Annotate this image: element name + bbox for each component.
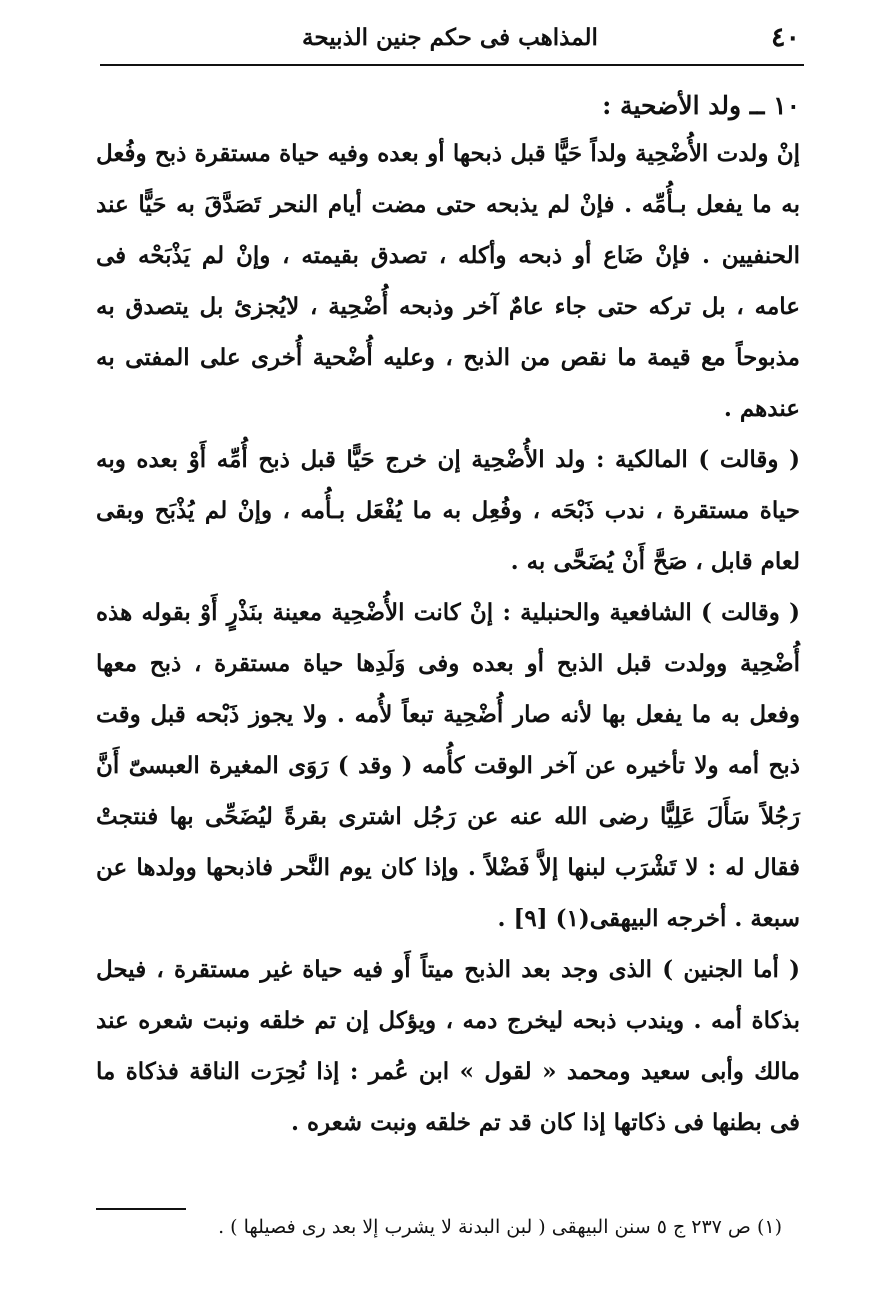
paragraph-maliki: ( وقالت ) المالكية : ولد الأُضْحِية إن خرج حَيًّا قبل ذبح أُمِّه أَوْ بعده وبه حياة مستقرة ، ندب ذَبْحَه ، وفُعِل به ما يُفْعَل بـأُمه ، وإنْ لم يُذْبَح وبقى لعام قابل ، صَحَّ أَنْ يُضَحَّى به . [96,446,800,575]
paragraph-hanafi: إنْ ولدت الأُضْحِية ولداً حَيًّا قبل ذبحها أو بعده وفيه حياة مستقرة ذبح وفُعل به ما يفعل بـأُمِّه . فإنْ لم يذبحه حتى مضت أيام النحر تَصَدَّقَ به حَيًّا عند الحنفيين . فإنْ ضَاع أو ذبحه وأكله ، تصدق بقيمته ، وإنْ لم يَذْبَحْه فى عامه ، بل تركه حتى جاء عامٌ آخر وذبحه أُضْحِية ، لايُجزئ بل يتصدق به مذبوحاً مع قيمة ما نقص من الذبح ، وعليه أُضْحية أُخرى على المفتى به عندهم . [96,140,800,422]
page-number: ٤٠ [770,22,800,53]
section-title: ١٠ ــ ولد الأضحية : [602,91,800,120]
paragraph-fetus: ( أما الجنين ) الذى وجد بعد الذبح ميتاً أَو فيه حياة غير مستقرة ، فيحل بذكاة أمه . ويندب ذبحه ليخرج دمه ، ويؤكل إن تم خلقه ونبت شعره عند مالك وأبى سعيد ومحمد « لقول » ابن عُمر : إذا نُحِرَت الناقة فذكاة ما فى بطنها فى ذكاتها إذا كان قد تم خلقه ونبت شعره . [96,956,800,1136]
paragraph-shafii-hanbali: ( وقالت ) الشافعية والحنبلية : إنْ كانت الأُضْحِية معينة بنَذْرٍ أَوْ بقوله هذه أُضْحِية وولدت قبل الذبح أو بعده وفى وَلَدِها حياة مستقرة ، ذبح معها وفعل به ما يفعل بها لأنه صار أُضْحِية تبعاً لأُمه . ولا يجوز ذَبْحه قبل وقت ذبح أمه ولا تأخيره عن آخر الوقت كأُمه ( وقد ) رَوَى المغيرة العبسىّ أَنَّ رَجُلاً سَأَلَ عَلِيًّا رضى الله عنه عن رَجُل اشترى بقرةً ليُضَحِّى بها فنتجتْ فقال له : لا تَشْرَب لبنها إلاَّ فَضْلاً . وإذا كان يوم النَّحر فاذبحها وولدها عن سبعة . أخرجه البيهقى(١) [٩] . [96,599,800,932]
footnote: (١) ص ٢٣٧ ج ٥ سنن البيهقى ( لبن البدنة لا يشرب إلا بعد رى فصيلها ) . [218,1216,782,1238]
page-header [100,22,800,62]
header-rule [100,64,804,66]
running-title: المذاهب فى حكم جنين الذبيحة [302,24,598,51]
footnote-rule [96,1208,186,1210]
body-text [96,84,800,1148]
